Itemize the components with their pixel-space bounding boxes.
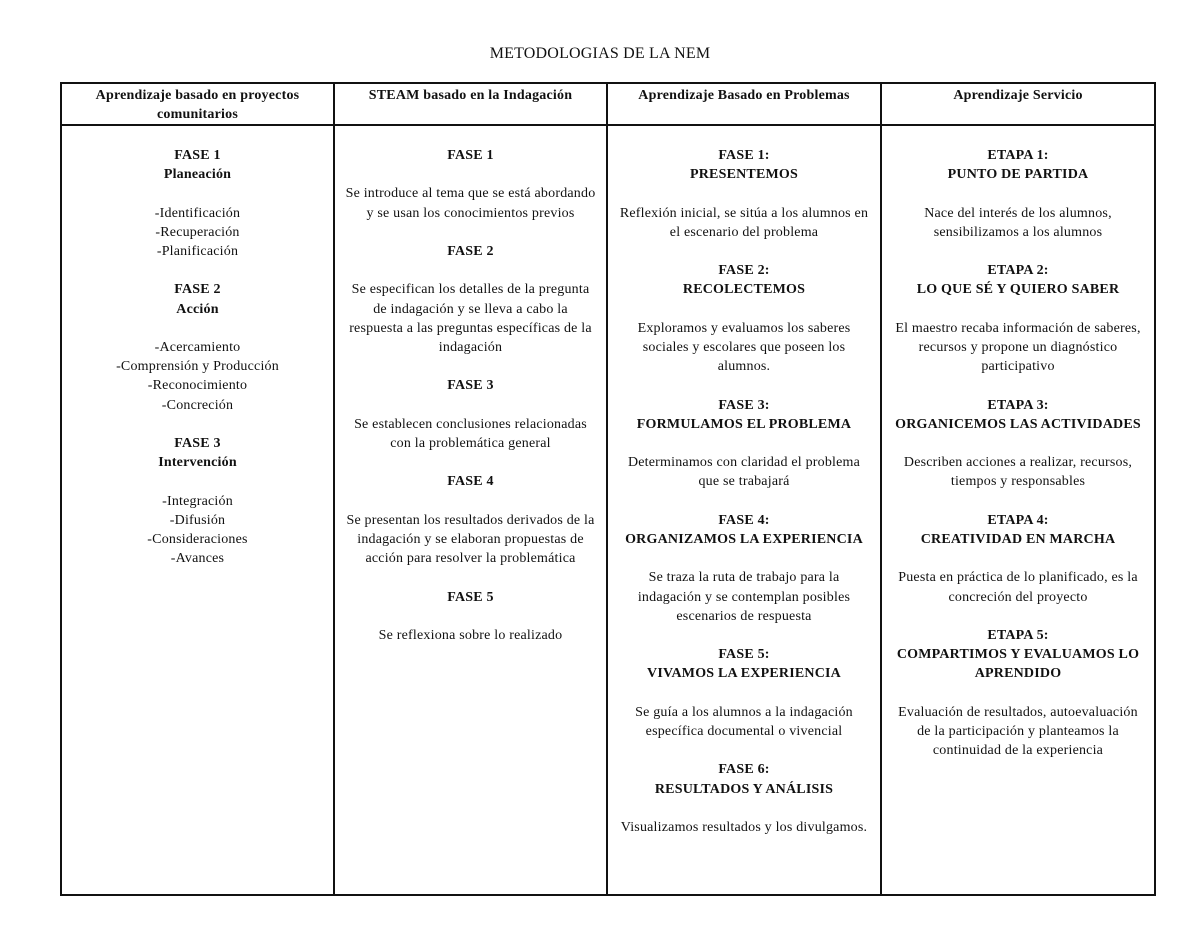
phase-label: FASE 5: [447, 589, 494, 605]
phase-name: CREATIVIDAD EN MARCHA: [920, 531, 1116, 547]
phase-block: [72, 434, 323, 568]
column-content: [61, 125, 334, 895]
column-header-steam: STEAM basado en la Indagación: [334, 83, 607, 125]
phase-subitem: -Reconocimiento: [147, 378, 248, 394]
phase-block: [892, 396, 1144, 492]
phase-name: COMPARTIMOS Y EVALUAMOS LO APRENDIDO: [896, 647, 1140, 682]
phase-block: [345, 588, 596, 646]
phase-block: [618, 645, 870, 741]
phase-label: FASE 5:: [718, 647, 770, 663]
phase-name: Planeación: [163, 167, 232, 183]
content-row: [61, 125, 1155, 895]
phase-name: RECOLECTEMOS: [682, 282, 806, 298]
phase-subitem: -Difusión: [169, 512, 226, 528]
phase-name: LO QUE SÉ Y QUIERO SABER: [916, 282, 1120, 298]
phase-block: [892, 261, 1144, 376]
phase-subitem: -Recuperación: [155, 224, 240, 240]
phase-name: Acción: [176, 301, 219, 317]
phase-name: VIVAMOS LA EXPERIENCIA: [647, 666, 841, 682]
phase-block: [618, 146, 870, 242]
phase-subitem: -Planificación: [156, 244, 239, 259]
phase-block: [618, 396, 870, 492]
phase-name: PRESENTEMOS: [690, 167, 798, 183]
column-header-proyectos-comunitarios: Aprendizaje basado en proyectos comunitarios: [61, 83, 334, 125]
phase-label: ETAPA 2:: [987, 263, 1049, 279]
phase-description: Se guía a los alumnos a la indagación específica documental o vivencial: [635, 704, 853, 739]
phase-subitem: -Acercamiento: [154, 339, 241, 355]
phase-subitem: -Identificación: [154, 205, 241, 221]
phase-block: [618, 511, 870, 626]
header-row: [61, 83, 1155, 125]
column-content: [334, 125, 607, 895]
phase-label: ETAPA 4:: [987, 512, 1049, 528]
phase-block: [618, 760, 870, 837]
phase-label: ETAPA 1:: [987, 148, 1049, 163]
phase-block: [345, 242, 596, 357]
document-title: METODOLOGIAS DE LA NEM: [489, 45, 711, 62]
phase-label: FASE 3: [447, 378, 494, 394]
phase-block: [892, 511, 1144, 607]
phase-label: FASE 1: [174, 148, 221, 163]
column-header-basado-en-problemas: Aprendizaje Basado en Problemas: [607, 83, 881, 125]
phase-subitem: -Avances: [170, 551, 225, 567]
phase-subitem: -Consideraciones: [147, 531, 248, 547]
phase-name: PUNTO DE PARTIDA: [947, 167, 1089, 183]
phase-description: Se presentan los resultados derivados de la indagación y se elaboran propuestas de acción para resolver la problemática: [346, 512, 595, 567]
phase-label: FASE 6:: [718, 762, 770, 778]
phase-label: FASE 3:: [718, 397, 770, 413]
phase-description: Se traza la ruta de trabajo para la indagación y se contemplan posibles escenarios de respuesta: [637, 570, 851, 624]
phase-description: Se reflexiona sobre lo realizado: [378, 627, 563, 643]
phase-label: FASE 4: [447, 474, 494, 490]
phase-description: Determinamos con claridad el problema que se trabajará: [627, 455, 861, 490]
phase-block: [618, 261, 870, 376]
phase-block: [345, 472, 596, 568]
column-header-aprendizaje-servicio: Aprendizaje Servicio: [881, 83, 1155, 125]
phase-block: [72, 280, 323, 414]
phase-block: [72, 146, 323, 261]
phase-block: [892, 146, 1144, 242]
phase-description: Nace del interés de los alumnos, sensibilizamos a los alumnos: [924, 205, 1112, 240]
phase-subitems: [72, 338, 323, 415]
phase-description: Visualizamos resultados y los divulgamos.: [620, 819, 868, 835]
column-content: [881, 125, 1155, 895]
phase-name: ORGANICEMOS LAS ACTIVIDADES: [895, 416, 1141, 432]
phase-description: Se especifican los detalles de la pregunta de indagación y se lleva a cabo la respuesta a las preguntas específicas de la indagación: [349, 282, 592, 355]
phase-description: Se establecen conclusiones relacionadas con la problemática general: [354, 416, 587, 451]
phase-label: FASE 3: [174, 435, 221, 451]
phase-subitem: -Comprensión y Producción: [116, 359, 279, 375]
phase-description: El maestro recaba información de saberes, recursos y propone un diagnóstico participativo: [895, 320, 1141, 375]
phase-block: [892, 626, 1144, 760]
phase-name: RESULTADOS Y ANÁLISIS: [654, 781, 834, 797]
phase-label: FASE 1:: [718, 148, 770, 163]
phase-block: [345, 376, 596, 453]
phase-label: ETAPA 3:: [987, 397, 1049, 413]
methodologies-table: [60, 82, 1156, 896]
phase-label: ETAPA 5:: [987, 627, 1049, 643]
phase-name: FORMULAMOS EL PROBLEMA: [636, 416, 852, 432]
phase-label: FASE 2:: [718, 263, 770, 279]
phase-subitem: -Concreción: [161, 397, 234, 413]
phase-description: Se introduce al tema que se está abordando y se usan los conocimientos previos: [345, 186, 596, 221]
phase-label: FASE 2: [447, 243, 494, 259]
phase-description: Reflexión inicial, se sitúa a los alumnos en el escenario del problema: [619, 205, 869, 240]
phase-name: Intervención: [158, 455, 237, 471]
phase-description: Exploramos y evaluamos los saberes sociales y escolares que poseen los alumnos.: [637, 320, 851, 375]
phase-label: FASE 2: [174, 282, 221, 298]
phase-description: Describen acciones a realizar, recursos, tiempos y responsables: [903, 455, 1133, 490]
phase-name: ORGANIZAMOS LA EXPERIENCIA: [625, 531, 863, 547]
phase-block: [345, 146, 596, 223]
phase-subitems: [72, 492, 323, 569]
phase-subitems: [72, 204, 323, 262]
phase-label: FASE 1: [447, 148, 494, 163]
column-content: [607, 125, 881, 895]
phase-subitem: -Integración: [162, 493, 233, 509]
phase-description: Puesta en práctica de lo planificado, es la concreción del proyecto: [898, 570, 1138, 605]
phase-description: Evaluación de resultados, autoevaluación de la participación y planteamos la continuidad de la experiencia: [898, 704, 1138, 759]
phase-label: FASE 4:: [718, 512, 770, 528]
